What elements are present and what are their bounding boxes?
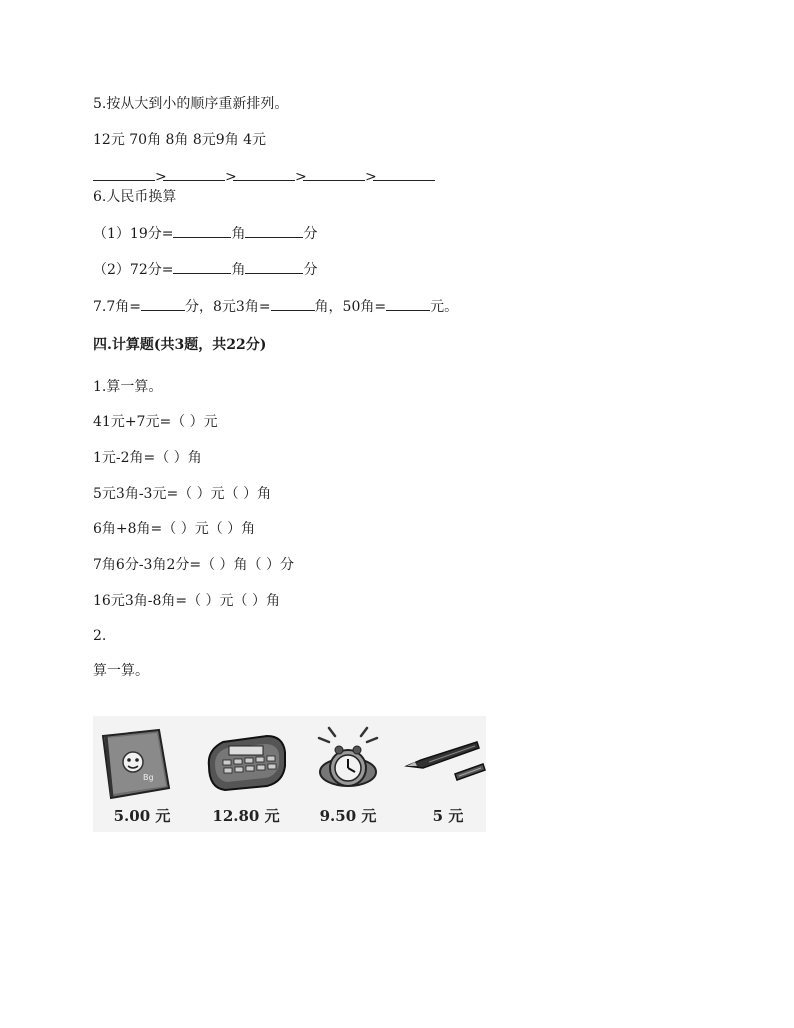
- answer-blank[interactable]: [233, 166, 295, 181]
- product-pen: [399, 716, 497, 832]
- product-price-strip: [93, 716, 486, 832]
- alarm-clock-icon: [299, 722, 397, 802]
- greater-than-sign: >: [365, 169, 377, 185]
- q7-part2: 分，8元3角=: [185, 299, 271, 315]
- price-label: 5.00 元: [113, 807, 171, 825]
- q6-line2-prefix: （2）72分=: [93, 262, 174, 278]
- calc-row: 1元-2角=（ ）角: [93, 450, 202, 466]
- answer-blank[interactable]: [271, 296, 315, 311]
- answer-blank[interactable]: [245, 223, 303, 238]
- q6-line2: [93, 259, 317, 279]
- q7-part1: 7.7角=: [93, 299, 141, 315]
- q6-title: 6.人民币换算: [93, 189, 177, 205]
- unit-label: 角: [231, 262, 246, 278]
- calc1-title: 1.算一算。: [93, 379, 163, 395]
- product-calculator: [197, 716, 295, 832]
- answer-blank[interactable]: [141, 296, 185, 311]
- greater-than-sign: >: [295, 169, 307, 185]
- calc-row: 7角6分-3角2分=（ ）角（ ）分: [93, 557, 294, 573]
- section-heading: 四.计算题(共3题，共22分): [93, 337, 267, 353]
- unit-label: 分: [303, 226, 318, 242]
- pen-icon: [399, 722, 489, 802]
- q7-part4: 元。: [430, 299, 459, 315]
- calc-row: 41元+7元=（ ）元: [93, 414, 218, 430]
- greater-than-sign: >: [155, 169, 167, 185]
- q7-line: [93, 296, 458, 316]
- answer-blank[interactable]: [173, 223, 231, 238]
- calculator-icon: [197, 722, 295, 802]
- unit-label: 角: [231, 226, 246, 242]
- q7-part3: 角，50角=: [314, 299, 387, 315]
- answer-blank[interactable]: [245, 259, 303, 274]
- price-label: 5 元: [432, 807, 464, 825]
- answer-blank[interactable]: [303, 166, 365, 181]
- calc-row: 6角+8角=（ ）元（ ）角: [93, 521, 256, 537]
- q5-answer-blanks: [93, 166, 435, 186]
- notebook-icon: [93, 722, 191, 802]
- calc2-number: 2.: [93, 628, 107, 644]
- product-notebook: [93, 716, 191, 832]
- unit-label: 分: [303, 262, 318, 278]
- q6-line1-prefix: （1）19分=: [93, 226, 174, 242]
- calc-row: 16元3角-8角=（ ）元（ ）角: [93, 593, 280, 609]
- answer-blank[interactable]: [373, 166, 435, 181]
- q6-line1: [93, 223, 317, 243]
- answer-blank[interactable]: [163, 166, 225, 181]
- q5-items: 12元 70角 8角 8元9角 4元: [93, 132, 267, 148]
- price-label: 9.50 元: [319, 807, 377, 825]
- product-alarm-clock: [299, 716, 397, 832]
- calc-row: 5元3角-3元=（ ）元（ ）角: [93, 486, 272, 502]
- price-label: 12.80 元: [212, 807, 280, 825]
- answer-blank[interactable]: [386, 296, 430, 311]
- q5-title: 5.按从大到小的顺序重新排列。: [93, 96, 289, 112]
- greater-than-sign: >: [225, 169, 237, 185]
- calc2-title: 算一算。: [93, 663, 149, 679]
- answer-blank[interactable]: [93, 166, 155, 181]
- svg-text:Bg: Bg: [143, 773, 154, 782]
- answer-blank[interactable]: [173, 259, 231, 274]
